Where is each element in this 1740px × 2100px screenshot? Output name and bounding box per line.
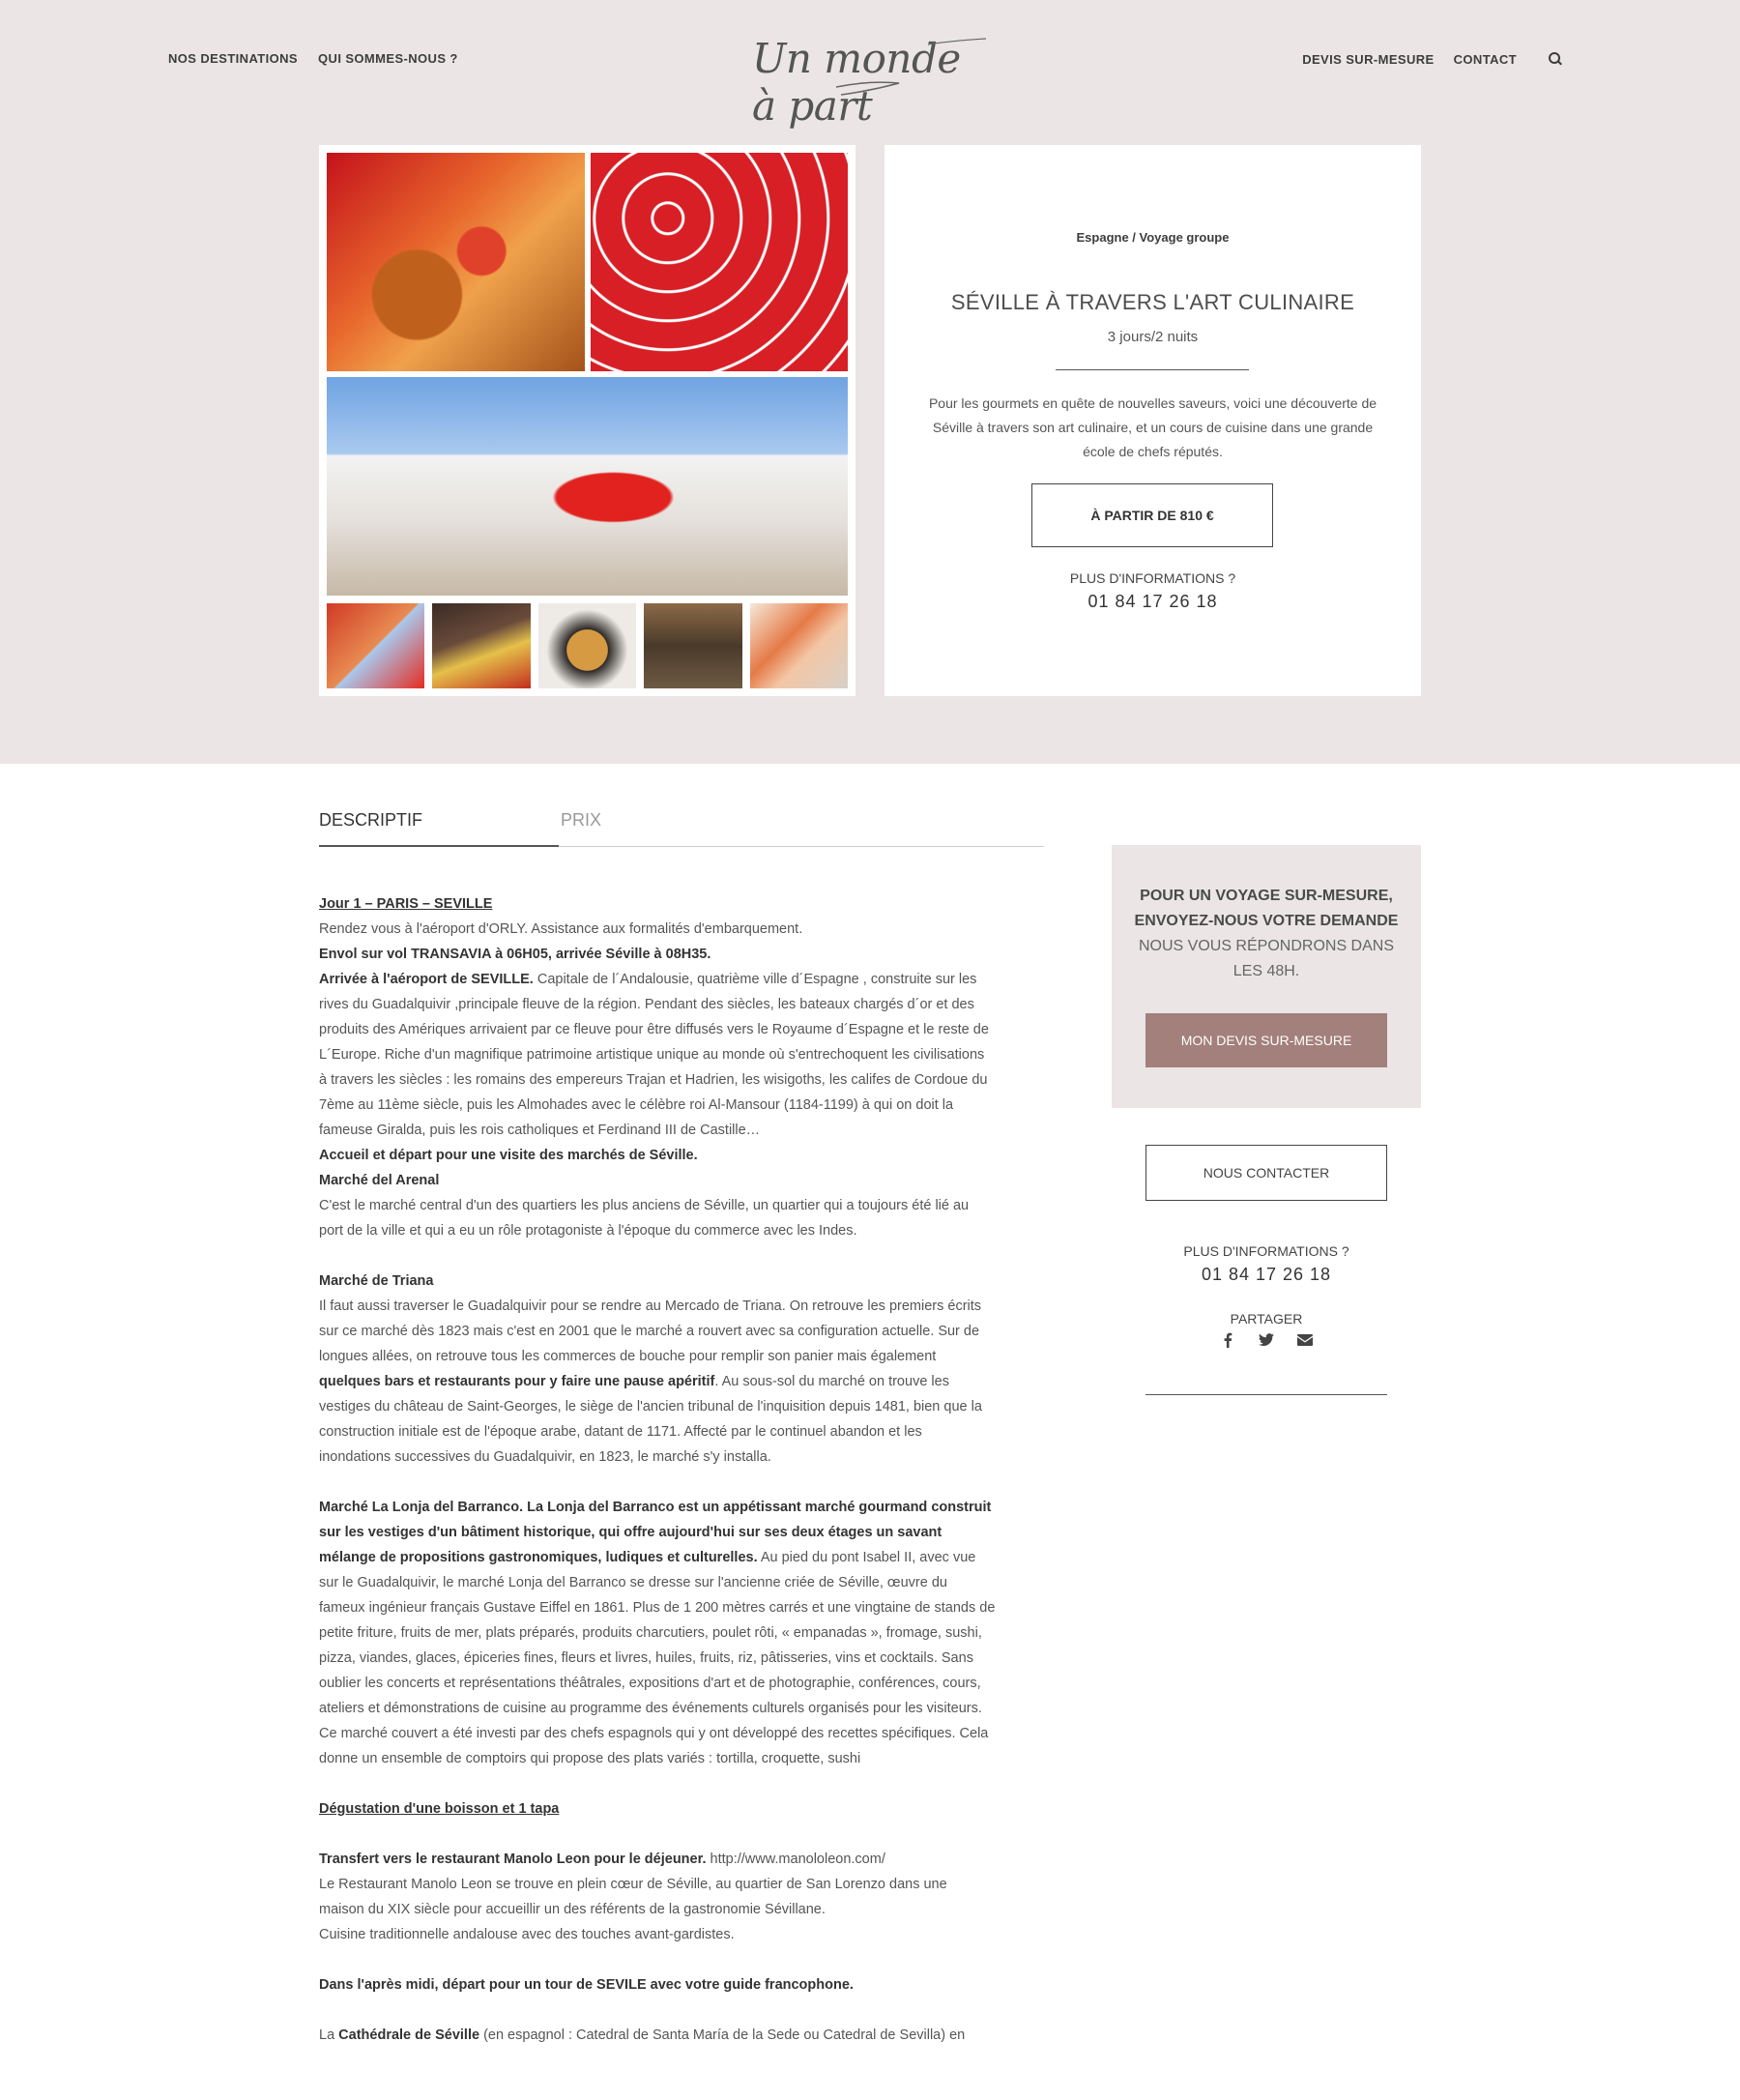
search-icon[interactable] — [1548, 51, 1563, 67]
gallery-photo-dancer[interactable] — [327, 377, 848, 596]
gallery-thumbnails — [327, 603, 848, 688]
nav-contact[interactable]: CONTACT — [1453, 51, 1517, 67]
market-heading: Marché del Arenal — [319, 1173, 440, 1188]
paragraph: Le Restaurant Manolo Leon se trouve en plein cœur de Séville, au quartier de San Lorenzo dans une maison du XIX siècle pour accueillir un des référents de la gastronomie Sévillane. — [319, 1877, 947, 1917]
trip-intro: Pour les gourmets en quête de nouvelles saveurs, voici une découverte de Séville à travers son art culinaire, et un cours de cuisine dans une grande école de chefs réputés. — [928, 395, 1378, 459]
text: (en espagnol : Catedral de Santa María de la Sede ou Catedral de Sevilla) en — [479, 2027, 966, 2043]
day-title: Jour 1 – PARIS – SEVILLE — [319, 896, 493, 912]
hero-section — [0, 0, 1740, 764]
thumbnail[interactable] — [644, 603, 741, 688]
page-title: SÉVILLE À TRAVERS L'ART CULINAIRE — [950, 290, 1355, 314]
main-nav-right — [1302, 51, 1563, 67]
gallery-photo-guitar[interactable] — [327, 153, 585, 371]
trip-duration: 3 jours/2 nuits — [1107, 329, 1199, 345]
phone-number[interactable]: 01 84 17 26 18 — [1088, 592, 1218, 611]
text: La — [319, 2027, 339, 2043]
nav-about[interactable]: QUI SOMMES-NOUS ? — [318, 51, 458, 66]
market-heading: Marché de Triana — [319, 1273, 434, 1289]
gallery-photo-shoes[interactable] — [591, 153, 848, 371]
share-icons — [1208, 1332, 1324, 1348]
custom-trip-heading: POUR UN VOYAGE SUR-MESURE, ENVOYEZ-NOUS VOTRE DEMANDE — [1134, 888, 1399, 929]
price-button[interactable]: À PARTIR DE 810 € — [1031, 483, 1273, 547]
twitter-icon[interactable] — [1259, 1332, 1274, 1348]
breadcrumb: Espagne / Voyage groupe — [1076, 230, 1230, 245]
site-logo[interactable] — [744, 27, 996, 130]
paragraph — [319, 1495, 996, 1771]
thumbnail[interactable] — [327, 603, 424, 688]
visit-heading: Accueil et départ pour une visite des marchés de Séville. — [319, 1148, 698, 1163]
text: Au pied du pont Isabel II, avec vue sur le Guadalquivir, le marché Lonja del Barranco se dresse sur l'ancienne criée de Séville, œuvre du fameux ingénieur français Gustave Eiffel en 1861. Plus de 1 200 mètres carrés et une vingtaine de stands de petite friture, fruits de mer, plats préparés, produits charcutiers, poulet rôti, « empanadas », fromage, sushi, pizza, viandes, glaces, épiceries fines, fleurs et livres, huiles, fruits, riz, pâtisseries, vins et cocktails. Sans oublier les concerts et représentations théâtrales, expositions d'art et de photographie, conférences, cours, ateliers et démonstrations de cuisine au programme des événements culturels organisés pour les visiteurs. Ce marché couvert a été investi par des chefs espagnols qui y ont développé des recettes spécifiques. Cela donne un ensemble de comptoirs qui propose des plats variés : tortilla, croquette, sushi — [319, 1550, 996, 1766]
contact-button[interactable]: NOUS CONTACTER — [1146, 1145, 1387, 1201]
paragraph — [319, 1294, 996, 1470]
share-label: PARTAGER — [1230, 1311, 1303, 1327]
text-bold: Transfert vers le restaurant Manolo Leon pour le déjeuner. — [319, 1852, 707, 1867]
paragraph — [319, 2023, 996, 2048]
text-bold: quelques bars et restaurants pour y faire une pause apéritif — [319, 1374, 715, 1389]
logo-swash — [744, 27, 996, 104]
tasting-heading: Dégustation d'une boisson et 1 tapa — [319, 1801, 560, 1817]
paragraph: Cuisine traditionnelle andalouse avec des touches avant-gardistes. — [319, 1927, 735, 1942]
paragraph — [319, 1847, 996, 1872]
main-nav-left — [168, 51, 458, 66]
more-info-label: PLUS D'INFORMATIONS ? — [1069, 570, 1236, 586]
nav-devis[interactable]: DEVIS SUR-MESURE — [1302, 51, 1435, 67]
arrival-heading: Arrivée à l'aéroport de SEVILLE. — [319, 972, 534, 987]
afternoon-heading: Dans l'après midi, départ pour un tour de SEVILE avec votre guide francophone. — [319, 1977, 854, 1993]
nav-destinations[interactable]: NOS DESTINATIONS — [168, 51, 299, 66]
photo-gallery — [319, 145, 856, 696]
restaurant-link[interactable]: http://www.manololeon.com/ — [706, 1852, 885, 1867]
trip-info-card — [884, 145, 1421, 696]
custom-trip-subheading: NOUS VOUS RÉPONDRONS DANS LES 48H. — [1138, 938, 1395, 979]
text: Il faut aussi traverser le Guadalquivir pour se rendre au Mercado de Triana. On retrouve les premiers écrits sur ce marché dès 1823 mais c'est en 2001 que le marché a rouvert avec sa configuration actuelle. Sur de longues allées, on retrouve tous les commerces de bouche pour remplir son panier mais également — [319, 1298, 982, 1364]
flight-info: Envol sur vol TRANSAVIA à 06H05, arrivée Séville à 08H35. — [319, 947, 711, 962]
divider — [1146, 1394, 1387, 1395]
tab-prix[interactable]: PRIX — [561, 810, 602, 830]
divider — [1056, 369, 1249, 370]
thumbnail[interactable] — [538, 603, 636, 688]
arrival-text: Capitale de l´Andalousie, quatrième ville d´Espagne , construite sur les rives du Guadalquivir ,principale fleuve de la région. Pendant des siècles, les bateaux chargés d´or et des produits des Amériques arrivaient par ce fleuve pour être diffusés vers le Royaume d´Espagne et le reste de L´Europe. Riche d'un magnifique patrimoine artistique unique au monde où s'entrechoquent les civilisations à travers les siècles : les romains des empereurs Trajan et Hadrien, les wisigoths, les califes de Cordoue du 7ème au 11ème siècle, puis les Almohades avec le célèbre roi Al-Mansour (1184-1199) à qui on doit la fameuse Giralda, puis les rois catholiques et Ferdinand III de Castille… — [319, 972, 989, 1138]
thumbnail[interactable] — [750, 603, 848, 688]
facebook-icon[interactable] — [1220, 1332, 1235, 1348]
custom-trip-box — [1112, 845, 1421, 1108]
itinerary-content — [319, 891, 996, 2048]
sidebar-more-info: PLUS D'INFORMATIONS ? — [1183, 1243, 1349, 1259]
paragraph: C'est le marché central d'un des quartiers les plus anciens de Séville, un quartier qui a toujours été lié au port de la ville et qui a eu un rôle protagoniste à l'époque du commerce avec les Indes. — [319, 1198, 970, 1239]
paragraph — [319, 967, 996, 1143]
logo-text: Un monde à part — [752, 35, 961, 130]
content-tabs — [319, 810, 1044, 847]
paragraph: Rendez vous à l'aéroport d'ORLY. Assistance aux formalités d'embarquement. — [319, 921, 803, 937]
text: . Au sous-sol du marché on trouve les vestiges du château de Saint-Georges, le siège de l'ancien tribunal de l'inquisition depuis 1481, bien que la construction initiale est de l'époque arabe, datant de 1171. Affecté par le continuel abandon et les inondations successives du Guadalquivir, en 1823, le marché s'y installa. — [319, 1374, 982, 1465]
thumbnail[interactable] — [432, 603, 530, 688]
sidebar-phone[interactable]: 01 84 17 26 18 — [1201, 1265, 1332, 1284]
tab-descriptif[interactable]: DESCRIPTIF — [319, 810, 559, 847]
text-bold: Marché La Lonja del Barranco. La Lonja del Barranco est un appétissant marché gourmand construit sur les vestiges d'un bâtiment historique, qui offre aujourd'hui sur ses deux étages un savant mélange de propositions gastronomiques, ludiques et culturelles. — [319, 1500, 992, 1565]
devis-button[interactable]: MON DEVIS SUR-MESURE — [1146, 1013, 1387, 1067]
text-bold: Cathédrale de Séville — [338, 2027, 480, 2043]
envelope-icon[interactable] — [1297, 1332, 1313, 1348]
